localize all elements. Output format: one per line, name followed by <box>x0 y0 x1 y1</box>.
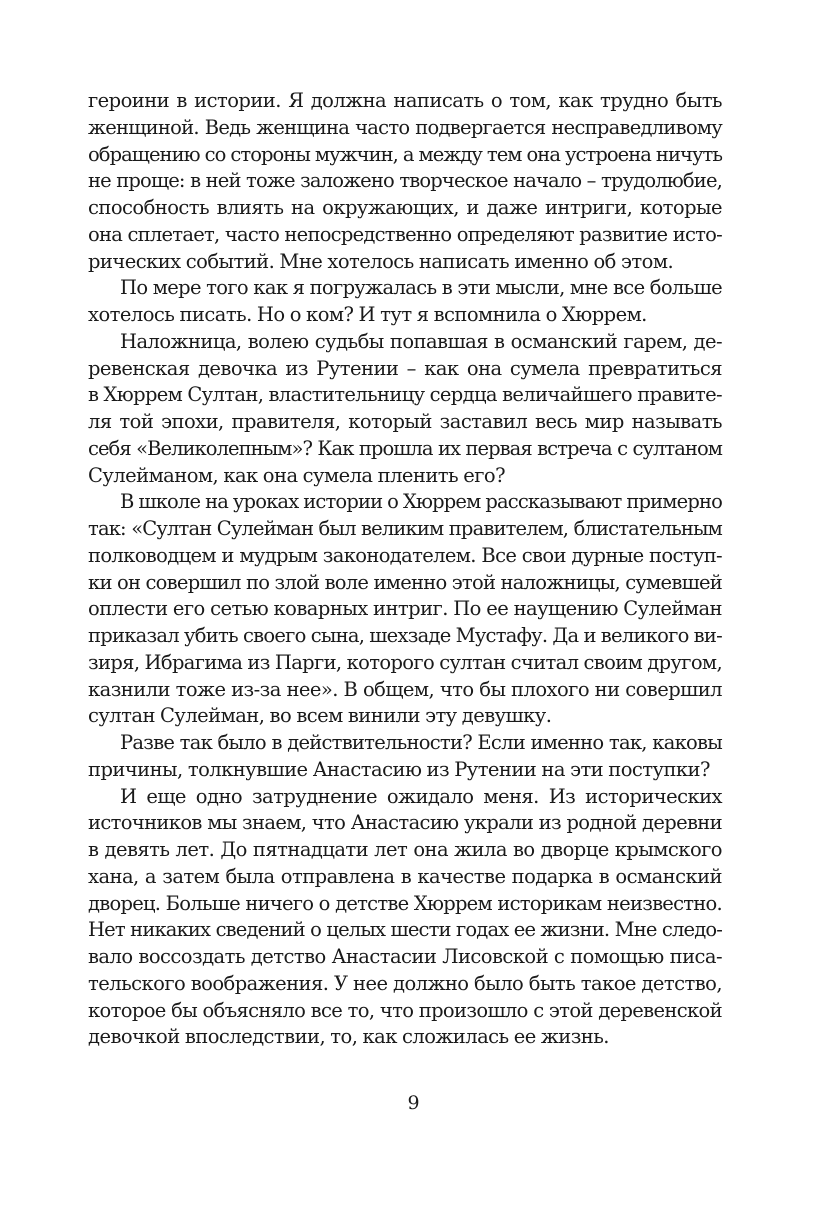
text-line: обращению со стороны мужчин, а между тем она устроена ничуть <box>88 142 722 166</box>
text-line: рических событий. Мне хотелось написать именно об этом. <box>88 249 674 273</box>
page-number: 9 <box>407 1092 420 1114</box>
text-line: В школе на уроках истории о Хюррем рассказывают примерно <box>120 490 722 514</box>
text-line: так: «Султан Сулейман был великим правителем, блистательным <box>88 517 722 540</box>
text-line: способность влиять на окружающих, и даже интриги, которые <box>88 196 722 219</box>
text-line: Нет никаких сведений о целых шести годах ее жизни. Мне следо- <box>88 918 722 942</box>
text-line: полководцем и мудрым законодателем. Все свои дурные поступ- <box>88 543 722 567</box>
text-line: ревенская девочка из Рутении – как она сумела превратиться <box>88 356 722 380</box>
text-line: Наложница, волею судьбы попавшая в османский гарем, де- <box>120 329 722 353</box>
text-line: приказал убить своего сына, шехзаде Мустафу. Да и великого ви- <box>88 624 722 647</box>
text-line: вало воссоздать детство Анастасии Лисовской с помощью писа- <box>88 945 722 968</box>
text-line: зиря, Ибрагима из Парги, которого султан считал своим другом, <box>88 650 722 674</box>
text-line: И еще одно затруднение ожидало меня. Из исторических <box>120 784 722 808</box>
text-line: женщиной. Ведь женщина часто подвергается несправедливому <box>88 115 722 139</box>
text-line: причины, толкнувшие Анастасию из Рутении на эти поступки? <box>88 757 710 781</box>
text-line: По мере того как я погружалась в эти мысли, мне все больше <box>120 276 722 300</box>
text-line: ки он совершил по злой воле именно этой наложницы, сумевшей <box>88 570 722 594</box>
text-line: она сплетает, часто непосредственно определяют развитие исто- <box>88 222 722 246</box>
text-line: тельского воображения. У нее должно было быть такое детство, <box>88 971 722 995</box>
text-line: источников мы знаем, что Анастасию украли из родной деревни <box>88 811 722 835</box>
text-line: себя «Великолепным»? Как прошла их первая встреча с султаном <box>88 436 722 460</box>
text-line: хана, а затем была отправлена в качестве подарка в османский <box>88 864 722 888</box>
text-line: героини в истории. Я должна написать о том, как трудно быть <box>88 89 722 112</box>
text-line: казнили тоже из-за нее». В общем, что бы плохого ни совершил <box>88 677 722 701</box>
text-line: которое бы объясняло все то, что произошло с этой деревенской <box>88 998 722 1022</box>
text-line: Разве так было в действительности? Если именно так, каковы <box>120 731 722 754</box>
text-line: султан Сулейман, во всем винили эту девушку. <box>88 704 552 728</box>
text-line: ля той эпохи, правителя, который заставил весь мир называть <box>88 410 722 433</box>
text-line: оплести его сетью коварных интриг. По ее наущению Сулейман <box>88 597 722 621</box>
text-line: девочкой впоследствии, то, как сложилась ее жизнь. <box>88 1025 609 1049</box>
text-line: Сулейманом, как она сумела пленить его? <box>88 463 506 487</box>
text-line: хотелось писать. Но о ком? И тут я вспомнила о Хюррем. <box>88 303 647 326</box>
text-line: дворец. Больше ничего о детстве Хюррем историкам неизвестно. <box>88 891 722 915</box>
text-line: не проще: в ней тоже заложено творческое начало – трудолюбие, <box>88 169 722 193</box>
body-text <box>88 88 722 1051</box>
text-line: в девять лет. До пятнадцати лет она жила во дворце крымского <box>88 838 722 861</box>
text-line: в Хюррем Султан, властительницу сердца величайшего правите- <box>88 383 722 407</box>
